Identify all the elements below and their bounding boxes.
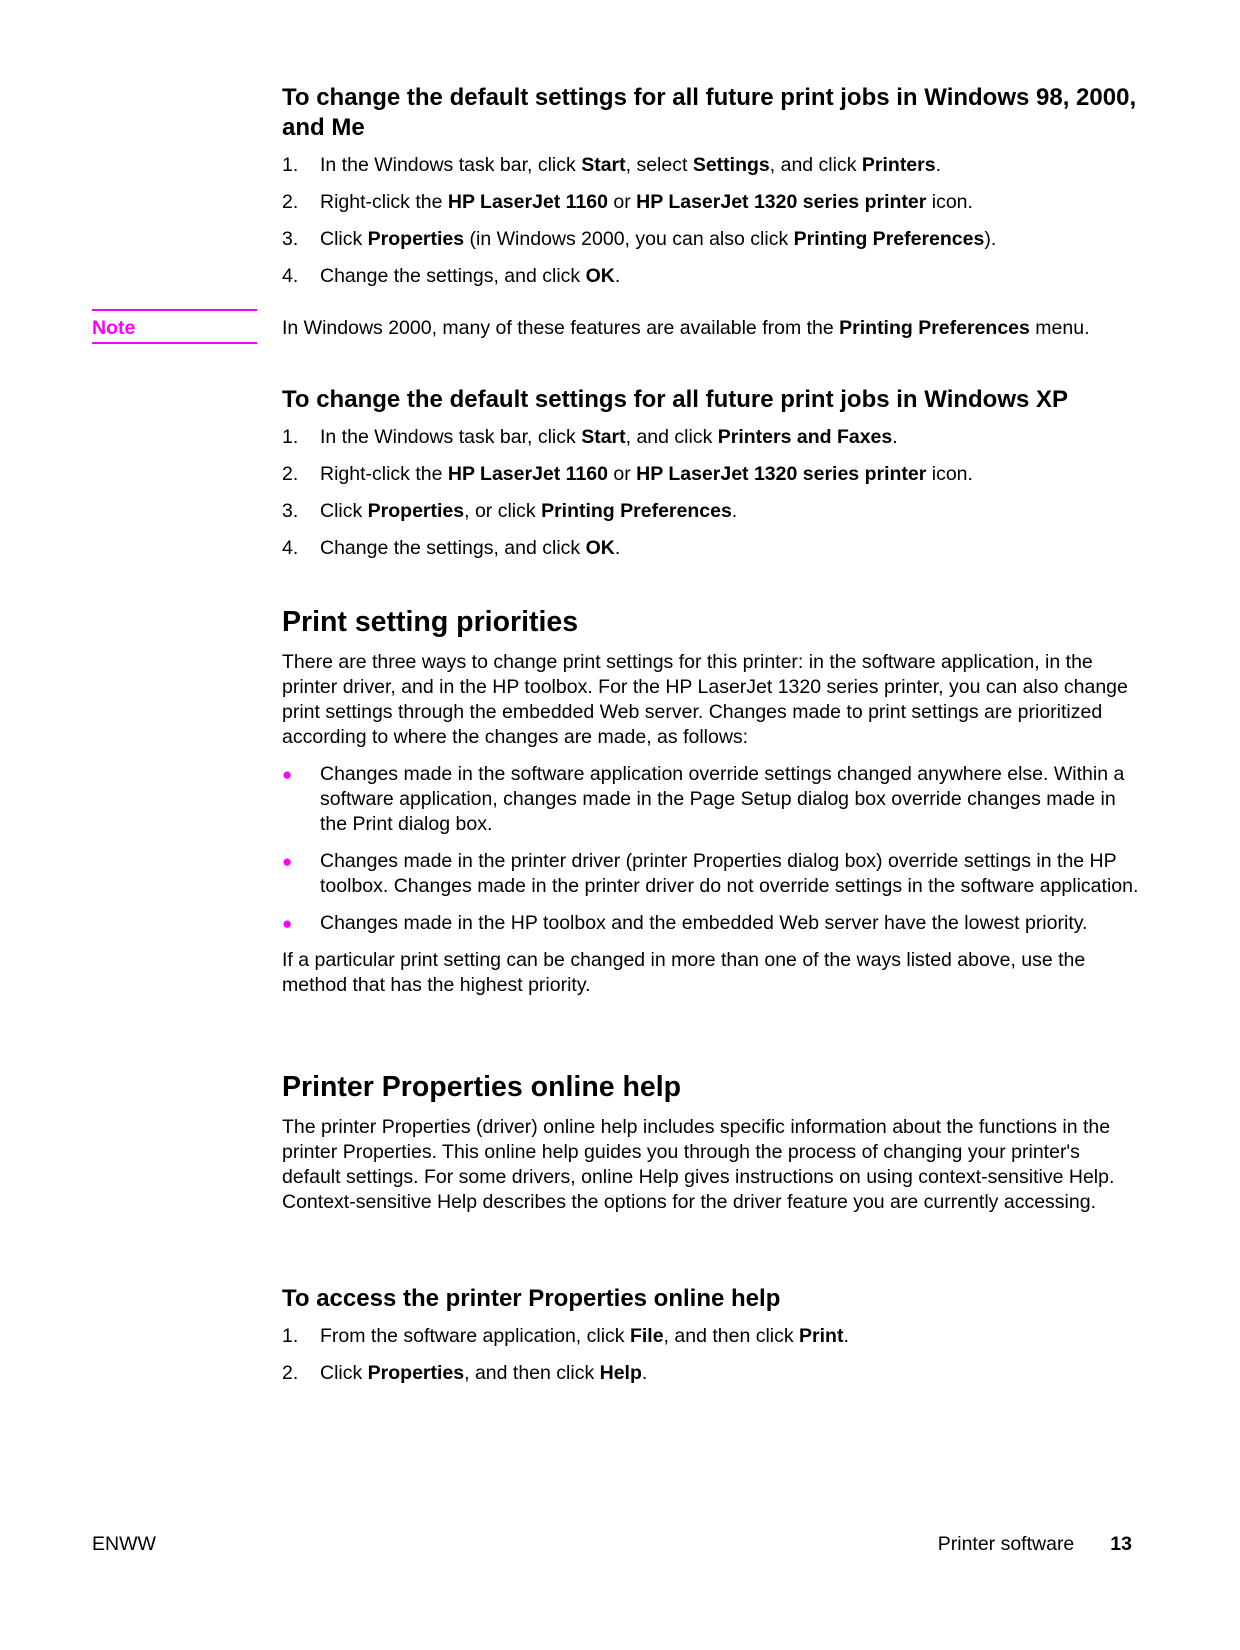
step-text: From the software application, click File, and then click Print. xyxy=(320,1325,849,1347)
bold-term: Start xyxy=(581,426,626,448)
step-item xyxy=(282,1324,1142,1348)
step-text: Right-click the HP LaserJet 1160 or HP LaserJet 1320 series printer icon. xyxy=(320,463,973,485)
bullet-text: Changes made in the printer driver (printer Properties dialog box) override settings in the HP toolbox. Changes made in the printer driver do not override settings in the software application. xyxy=(320,850,1139,897)
page-number: 13 xyxy=(1110,1533,1132,1555)
step-item xyxy=(282,227,1142,251)
step-number: 4. xyxy=(282,537,299,559)
bullet-item xyxy=(282,762,1142,837)
section-heading: To access the printer Properties online help xyxy=(282,1285,781,1312)
step-text: Change the settings, and click OK. xyxy=(320,537,621,559)
section-heading: Printer Properties online help xyxy=(282,1071,682,1103)
steps-list xyxy=(282,1324,1142,1385)
footer-left: ENWW xyxy=(92,1533,156,1555)
bullet-dot-icon: ● xyxy=(282,852,293,871)
bold-term: Printing Preferences xyxy=(541,500,732,522)
bullet-item xyxy=(282,911,1142,936)
steps-list xyxy=(282,153,1142,288)
bold-term: Start xyxy=(581,154,626,176)
step-text: Change the settings, and click OK. xyxy=(320,265,621,287)
bullet-dot-icon: ● xyxy=(282,765,293,784)
section-heading: To change the default settings for all future print jobs in Windows XP xyxy=(282,386,1069,413)
step-number: 4. xyxy=(282,265,299,287)
step-number: 3. xyxy=(282,500,299,522)
step-text: Click Properties (in Windows 2000, you can also click Printing Preferences). xyxy=(320,228,997,250)
step-number: 1. xyxy=(282,1325,299,1347)
bold-term: Help xyxy=(599,1362,642,1384)
bold-term: Printing Preferences xyxy=(793,228,985,250)
bullet-item xyxy=(282,849,1142,899)
bold-term: File xyxy=(629,1325,664,1347)
step-number: 2. xyxy=(282,191,299,213)
bold-term: OK xyxy=(585,265,615,287)
step-text: Click Properties, or click Printing Preferences. xyxy=(320,500,738,522)
bold-term: Printing Preferences xyxy=(839,317,1030,339)
bullet-text: Changes made in the software application override settings changed anywhere else. Within a software application, changes made in the Page Setup dialog box override changes made in the Print dialog box. xyxy=(320,763,1125,835)
bullet-list xyxy=(282,762,1142,936)
body-paragraph: The printer Properties (driver) online help includes specific information about the functions in the printer Properties. This online help guides you through the process of changing your printer's default settings. For some drivers, online Help gives instructions on using context-sensitive Help. Context-sensitive Help describes the options for the driver feature you are currently accessing. xyxy=(282,1116,1115,1213)
bold-term: HP LaserJet 1320 series printer xyxy=(636,463,927,485)
bold-term: Printers xyxy=(861,154,936,176)
bold-term: Print xyxy=(799,1325,844,1347)
step-text: Click Properties, and then click Help. xyxy=(320,1362,648,1384)
footer-section-title: Printer software xyxy=(937,1533,1075,1555)
step-number: 2. xyxy=(282,1362,299,1384)
step-text: In the Windows task bar, click Start, and click Printers and Faxes. xyxy=(320,426,898,448)
bold-term: HP LaserJet 1160 xyxy=(447,463,608,485)
bold-term: OK xyxy=(585,537,615,559)
outro-paragraph: If a particular print setting can be changed in more than one of the ways listed above, use the method that has the highest priority. xyxy=(282,949,1086,996)
step-item xyxy=(282,425,1142,449)
step-item xyxy=(282,536,1142,560)
step-item xyxy=(282,264,1142,288)
step-item xyxy=(282,190,1142,214)
step-number: 2. xyxy=(282,463,299,485)
footer-right xyxy=(938,1532,1132,1556)
section-windows-xp xyxy=(282,385,1142,573)
step-item xyxy=(282,1361,1142,1385)
bold-term: Settings xyxy=(692,154,770,176)
section-heading: Print setting priorities xyxy=(282,606,579,638)
step-number: 3. xyxy=(282,228,299,250)
step-item xyxy=(282,153,1142,177)
step-text: In the Windows task bar, click Start, select Settings, and click Printers. xyxy=(320,154,942,176)
bullet-dot-icon: ● xyxy=(282,914,293,933)
steps-list xyxy=(282,425,1142,560)
bold-term: Properties xyxy=(367,500,465,522)
bold-term: Properties xyxy=(367,1362,465,1384)
section-access-help xyxy=(282,1284,1142,1398)
note-label: Note xyxy=(92,309,257,344)
intro-paragraph: There are three ways to change print settings for this printer: in the software application, in the printer driver, and in the HP toolbox. For the HP LaserJet 1320 series printer, you can also change print settings through the embedded Web server. Changes made to print settings are prioritized according to where the changes are made, as follows: xyxy=(282,651,1128,748)
step-number: 1. xyxy=(282,154,299,176)
step-item xyxy=(282,499,1142,523)
step-item xyxy=(282,462,1142,486)
section-print-setting-priorities xyxy=(282,605,1142,998)
bold-term: HP LaserJet 1160 xyxy=(447,191,608,213)
bold-term: HP LaserJet 1320 series printer xyxy=(636,191,927,213)
bullet-text: Changes made in the HP toolbox and the embedded Web server have the lowest priority. xyxy=(320,912,1088,934)
section-heading: To change the default settings for all future print jobs in Windows 98, 2000, and Me xyxy=(282,84,1137,141)
bold-term: Printers and Faxes xyxy=(717,426,893,448)
section-printer-properties-help xyxy=(282,1070,1142,1215)
bold-term: Properties xyxy=(367,228,465,250)
step-text: Right-click the HP LaserJet 1160 or HP LaserJet 1320 series printer icon. xyxy=(320,191,973,213)
step-number: 1. xyxy=(282,426,299,448)
note-text: In Windows 2000, many of these features are available from the Printing Preferences menu. xyxy=(282,317,1090,339)
section-windows-98-2000-me xyxy=(282,83,1142,301)
